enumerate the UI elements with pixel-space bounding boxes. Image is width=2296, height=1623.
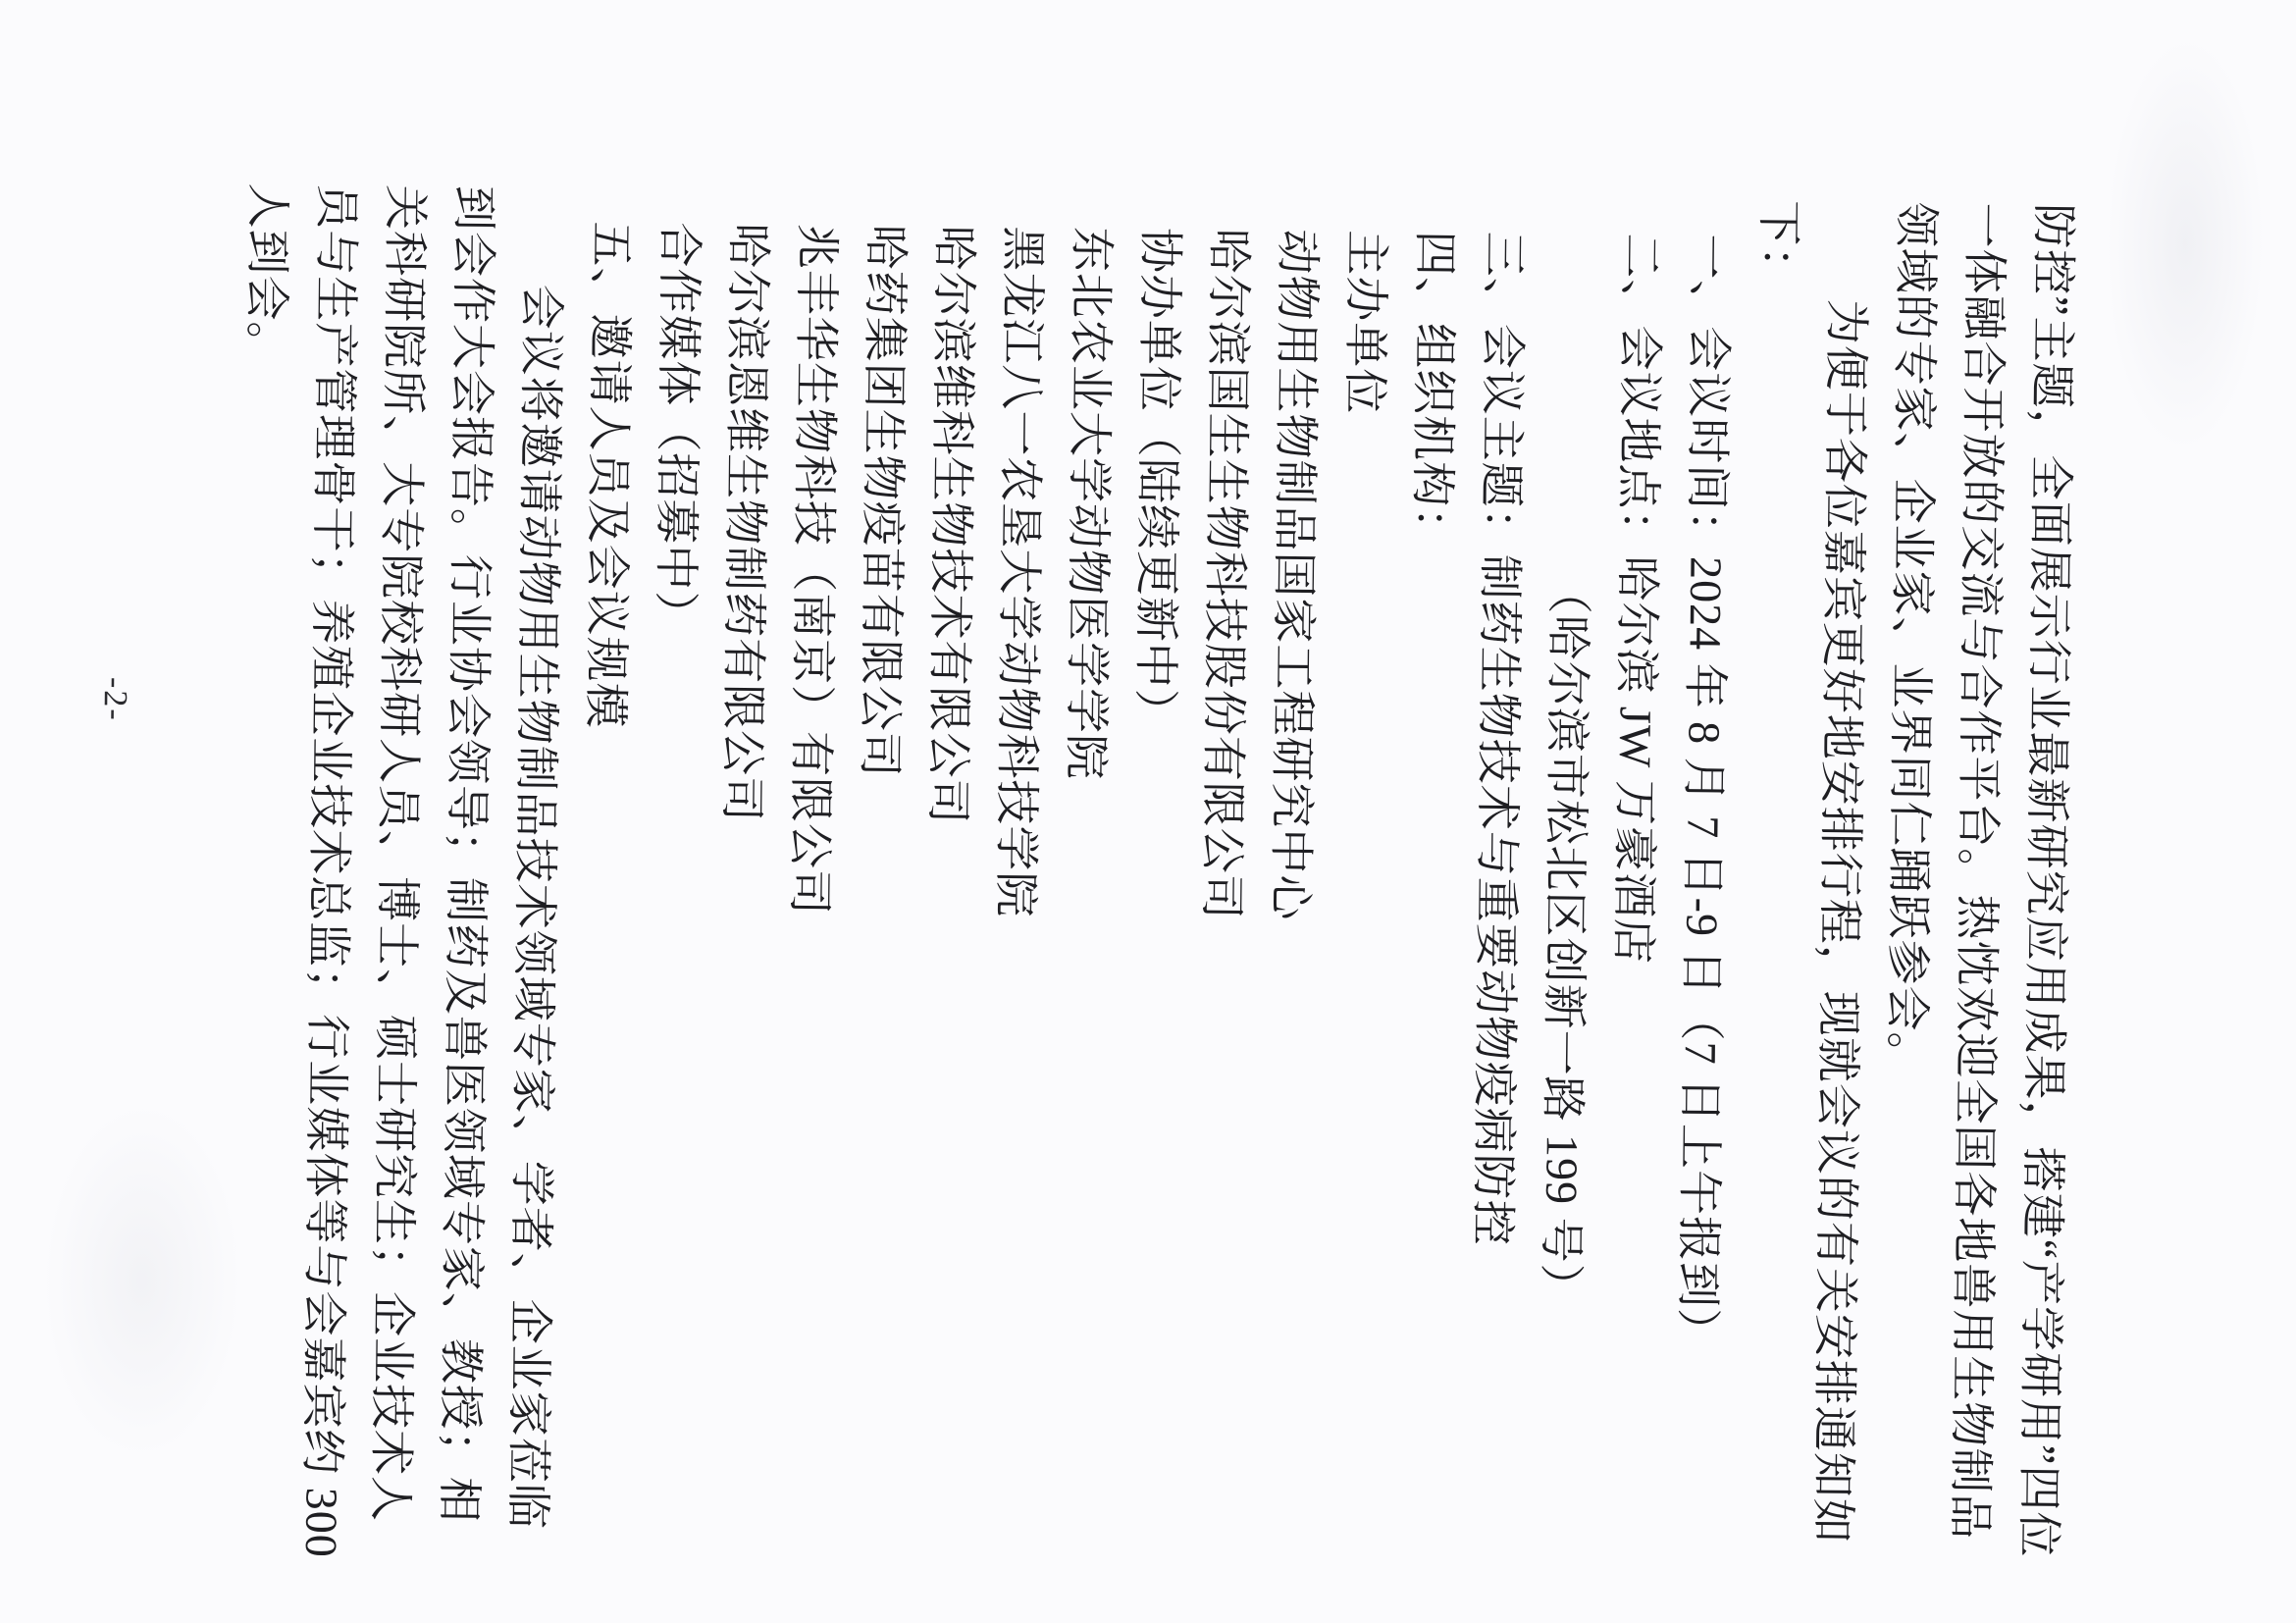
- doc-line-coorganizer-6: 哈尔滨恩维生物制药有限公司: [716, 222, 774, 823]
- doc-line-invitees-4: 员与生产管理骨干；养殖企业技术总监；行业媒体等与会嘉宾约 300: [295, 183, 362, 1559]
- doc-line-host-header: 主办单位: [1339, 229, 1392, 415]
- scan-smudge: [2105, 37, 2267, 451]
- doc-line-invitees-3: 关科研院所、大专院校科研人员、博士、硕士研究生；企业技术人: [365, 183, 431, 1523]
- doc-line-invitees-header: 五、邀请人员及会议规模: [580, 221, 637, 729]
- doc-line-invitees-2: 到会作大会报告。行业协会领导；制药及兽医领域专家、教授；相: [434, 184, 499, 1524]
- doc-line-coorganizer-4: 哈药集团生物疫苗有限公司: [854, 224, 912, 778]
- doc-line-coorganizer-3: 哈尔滨维科生物技术有限公司: [922, 225, 980, 825]
- doc-line-invitees-1: 会议将邀请动物用生物制品技术领域专家、学者、企业家莅临: [502, 284, 567, 1530]
- doc-line-hotel-address: （哈尔滨市松北区创新一路 199 号）: [1535, 568, 1594, 1310]
- doc-line-coorganizer-5: 兆丰华生物科技（南京）有限公司: [784, 223, 843, 916]
- doc-line-welcome: 领域的专家、企业家、业界同仁踊跃参会。: [1881, 201, 1942, 1078]
- doc-line-media-header: 合作媒体（招募中）: [650, 222, 705, 638]
- doc-line-coorganizer-2: 黑龙江八一农垦大学动物科技学院: [990, 226, 1049, 918]
- doc-line-meeting-time: 一、会议时间：2024 年 8 月 7 日-9 日（7 日上午报到）: [1672, 233, 1736, 1355]
- doc-line-arrangement-intro: 为便于各位嘉宾更好地安排行程，现就会议的有关安排通知如: [1807, 298, 1872, 1545]
- page-number: -2-: [96, 676, 134, 722]
- doc-line-organization: 四、组织机构：: [1406, 230, 1461, 554]
- doc-line-platform: 一体融合开放的交流与合作平台。热忱欢迎全国各地兽用生物制品: [1945, 202, 2010, 1541]
- notice-body: [218, 183, 2088, 1577]
- doc-line-meeting-theme: 三、会议主题：制药生物技术与重要动物疫病防控: [1467, 231, 1530, 1247]
- doc-line-host-1: 动物用生物制品国家工程研究中心: [1265, 229, 1324, 921]
- doc-line-intro-tail: 下：: [1752, 199, 1804, 293]
- doc-line-invitees-5: 人到会。: [240, 183, 293, 368]
- doc-line-meeting-place: 二、会议地点：哈尔滨 JW 万豪酒店: [1607, 233, 1667, 966]
- scan-smudge: [42, 1103, 242, 1458]
- doc-line-coorganizer-header: 协办单位（陆续更新中）: [1129, 227, 1186, 736]
- doc-line-coorganizer-1: 东北农业大学动物医学学院: [1060, 226, 1118, 781]
- doc-line-theme-continuation: 防控”主题，全面展示行业最新研究应用成果，搭建“产学研用”四位: [2012, 202, 2079, 1558]
- doc-line-host-2: 哈尔滨国生生物科技股份有限公司: [1196, 228, 1255, 920]
